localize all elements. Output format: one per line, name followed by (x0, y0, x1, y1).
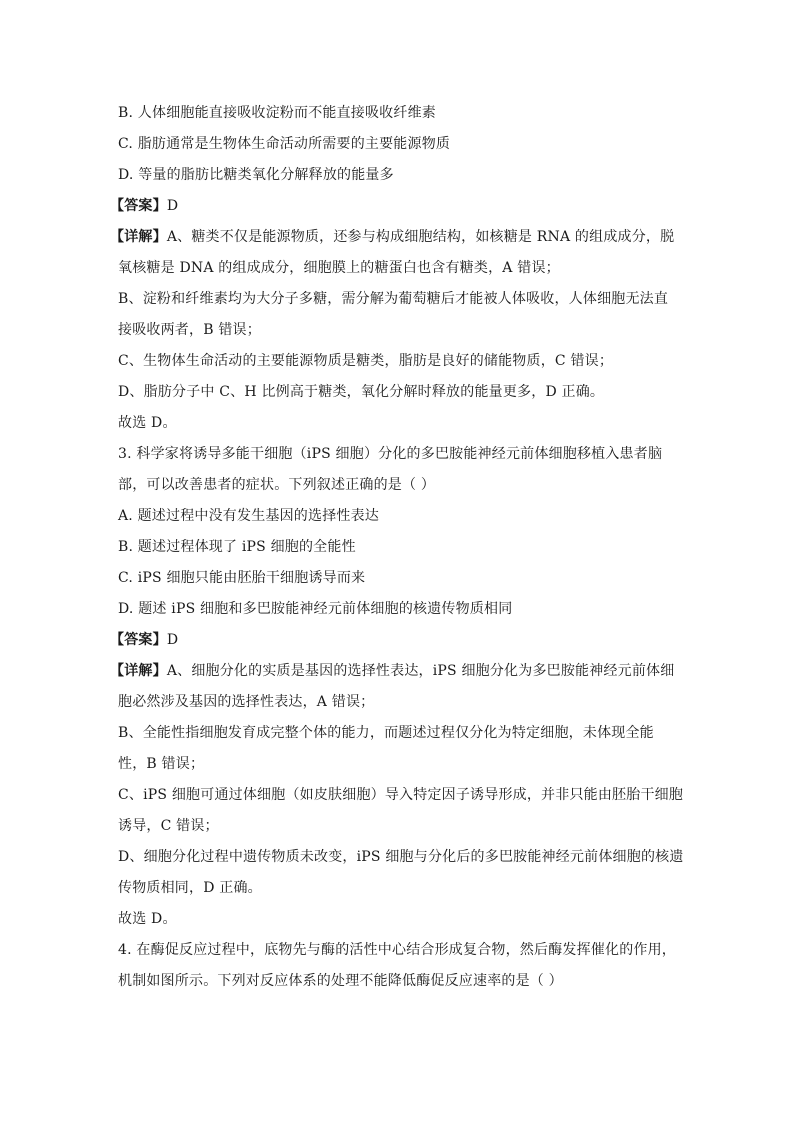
q3-explanation-line-3: B、全能性指细胞发育成完整个体的能力，而题述过程仅分化为特定细胞，未体现全能 (118, 725, 654, 741)
q3-stem-line-2: 部，可以改善患者的症状。下列叙述正确的是（ ） (118, 477, 436, 493)
q3-answer-value: D (166, 632, 179, 648)
q2-explanation-text-1: A、糖类不仅是能源物质，还参与构成细胞结构，如核糖是 RNA 的组成成分，脱 (166, 229, 675, 245)
q3-answer (110, 630, 178, 650)
q3-explanation-text-1: A、细胞分化的实质是基因的选择性表达，iPS 细胞分化为多巴胺能神经元前体细 (166, 663, 675, 679)
q3-conclusion: 故选 D。 (118, 911, 177, 927)
q4-stem-line-1: 4. 在酶促反应过程中，底物先与酶的活性中心结合形成复合物，然后酶发挥催化的作用， (118, 942, 677, 958)
q3-explanation-line-8: 传物质相同，D 正确。 (118, 880, 262, 896)
q3-stem-line-1: 3. 科学家将诱导多能干细胞（iPS 细胞）分化的多巴胺能神经元前体细胞移植入患者脑 (118, 446, 663, 462)
q2-option-d: D. 等量的脂肪比糖类氧化分解释放的能量多 (118, 167, 394, 183)
q3-option-b: B. 题述过程体现了 iPS 细胞的全能性 (118, 539, 356, 555)
q3-explanation-line-2: 胞必然涉及基因的选择性表达，A 错误； (118, 694, 375, 710)
q2-option-b: B. 人体细胞能直接吸收淀粉而不能直接吸收纤维素 (118, 105, 436, 121)
q2-answer-value: D (166, 198, 179, 214)
q2-answer-label: 【答案】 (110, 198, 167, 214)
q2-explanation-line-6: D、脂肪分子中 C、H 比例高于糖类，氧化分解时释放的能量更多，D 正确。 (118, 384, 605, 400)
q3-option-d: D. 题述 iPS 细胞和多巴胺能神经元前体细胞的核遗传物质相同 (118, 601, 513, 617)
q3-answer-label: 【答案】 (110, 632, 167, 648)
q2-explanation-label: 【详解】 (110, 229, 167, 245)
q2-explanation-line-3: B、淀粉和纤维素均为大分子多糖，需分解为葡萄糖后才能被人体吸收，人体细胞无法直 (118, 291, 669, 307)
q3-explanation-label: 【详解】 (110, 663, 167, 679)
q3-explanation-line-4: 性，B 错误； (118, 756, 205, 772)
q2-explanation-line-1 (110, 227, 674, 247)
q3-explanation-line-5: C、iPS 细胞可通过体细胞（如皮肤细胞）导入特定因子诱导形成，并非只能由胚胎干细胞 (118, 787, 684, 803)
q2-explanation-line-5: C、生物体生命活动的主要能源物质是糖类，脂肪是良好的储能物质，C 错误； (118, 353, 614, 369)
q3-option-a: A. 题述过程中没有发生基因的选择性表达 (118, 508, 380, 524)
q3-explanation-line-7: D、细胞分化过程中遗传物质未改变，iPS 细胞与分化后的多巴胺能神经元前体细胞的核遗 (118, 849, 684, 865)
q3-explanation-line-6: 诱导，C 错误； (118, 818, 219, 834)
q3-option-c: C. iPS 细胞只能由胚胎干细胞诱导而来 (118, 570, 366, 586)
q2-option-c: C. 脂肪通常是生物体生命活动所需要的主要能源物质 (118, 136, 451, 152)
q2-conclusion: 故选 D。 (118, 415, 177, 431)
q2-explanation-line-2: 氧核糖是 DNA 的组成成分，细胞膜上的糖蛋白也含有糖类，A 错误； (118, 260, 560, 276)
q2-explanation-line-4: 接吸收两者，B 错误； (118, 322, 261, 338)
q4-stem-line-2: 机制如图所示。下列对反应体系的处理不能降低酶促反应速率的是（ ） (118, 973, 563, 989)
q3-explanation-line-1 (110, 661, 674, 681)
q2-answer (110, 196, 178, 216)
